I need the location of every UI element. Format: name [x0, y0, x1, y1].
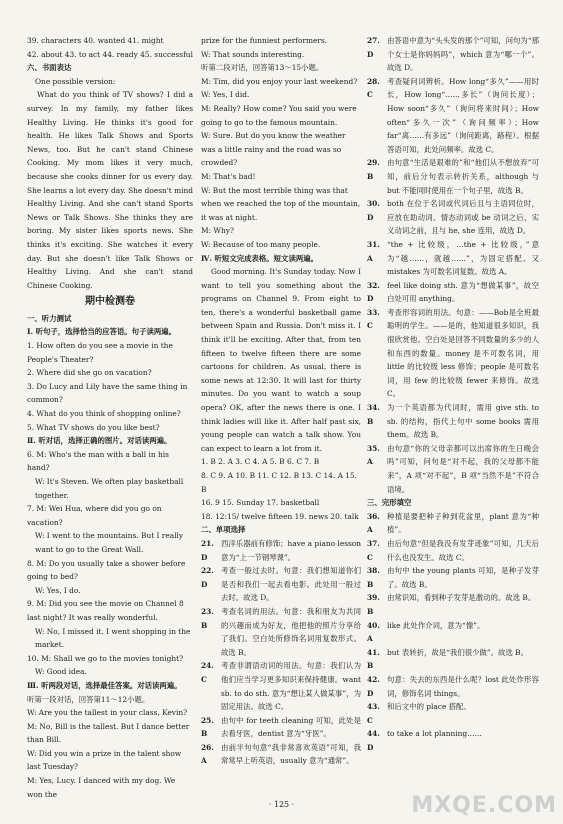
- answer-number: 30. D: [367, 199, 380, 222]
- section-heading: 二、单项选择: [201, 525, 246, 535]
- answer-item: [201, 741, 361, 768]
- answer-item: [201, 537, 361, 564]
- text-line: 2. Where did she go on vacation?: [27, 368, 152, 378]
- answer-item: [201, 564, 361, 605]
- text-line: 1. B 2. A 3. C 4. A 5. B 6. C 7. B: [201, 457, 320, 467]
- answer-explanation: 由常识知，看到种子发芽是激动的。故选 B。: [387, 593, 536, 603]
- answer-number: 42. D: [367, 674, 380, 698]
- answer-item: [367, 591, 539, 618]
- text-line: W: Because of too many people.: [201, 239, 321, 249]
- answer-explanation: but 表转折，故是“我们很少做”。故选 B。: [387, 647, 529, 657]
- answer-item: [367, 75, 539, 157]
- text-line: 42. about 43. to act 44. ready 45. successful: [27, 49, 193, 59]
- answer-number: 26. A: [201, 742, 214, 766]
- section-heading: 六、书面表达: [27, 63, 72, 73]
- answer-explanation: 考查一般过去时。句意：我们想知道你们是否和我们一起去看电影。此处用一般过去时。故选 D。: [221, 566, 361, 603]
- section-heading: Ⅰ. 听句子，选择恰当的应答语。句子读两遍。: [27, 327, 177, 337]
- text-line: W: Yes, I do.: [35, 585, 81, 595]
- answer-item: [367, 34, 539, 75]
- answer-explanation: 种植是要把种子种到花盆里，plant 意为“种植”。: [387, 511, 539, 535]
- answer-item: [367, 646, 539, 673]
- answer-number: 41. B: [367, 647, 380, 671]
- answer-item: [367, 279, 539, 306]
- answer-number: 43. C: [367, 702, 380, 725]
- text-line: 16. 9 15. Sunday 17. basketball: [201, 498, 320, 508]
- answer-explanation: 为一个英语都为代词时，需用 give sth. to sb. 的结构，指代上句中 some books 需用 them。故选 B。: [387, 403, 539, 440]
- text-line: M: Why?: [201, 226, 234, 236]
- section-title: 期中检测卷: [85, 296, 135, 308]
- text-line: 听第一段对话，回答第11～12小题。: [27, 694, 150, 704]
- text-line: W: Good idea.: [35, 667, 87, 677]
- answer-number: 23. B: [201, 606, 214, 630]
- text-line: 8. M: Do you usually take a shower before going to bed?: [27, 558, 186, 582]
- text-line: prize for the funniest performers.: [201, 36, 328, 45]
- answer-explanation: 由答语中意为“头头发的那个”可知，问句为“那个女士是你妈妈吗”，which 意为“哪一个”。故选 D。: [387, 36, 539, 73]
- text-line: One possible version:: [35, 76, 116, 86]
- text-line: W: That sounds interesting.: [201, 49, 305, 59]
- answer-explanation: to take a lot planning……: [387, 729, 482, 739]
- text-line: W: Did you win a prize in the talent show last Tuesday?: [27, 748, 182, 772]
- answer-number: 37. C: [367, 538, 380, 562]
- answer-item: [367, 306, 539, 401]
- answer-item: [367, 442, 539, 496]
- text-line: 39. characters 40. wanted 41. might: [27, 36, 164, 45]
- answer-item: [367, 510, 539, 537]
- answer-number: 24. C: [201, 661, 214, 684]
- answer-item: [201, 714, 361, 741]
- text-line: 6. M: Who's the man with a ball in his hand?: [27, 449, 169, 473]
- answer-item: [367, 673, 539, 700]
- answer-explanation: feel like doing sth. 意为“想做某事”，故空白处可用 anything。: [387, 280, 539, 304]
- answer-number: 29. B: [367, 158, 380, 181]
- answer-explanation: 由后句意“但是我没有发芽迹象”可知，几天后什么也没发生。故选 C。: [387, 538, 539, 562]
- answer-item: [201, 659, 361, 713]
- column-right: [367, 34, 539, 754]
- text-line: 5. What TV shows do you like best?: [27, 422, 160, 432]
- section-heading: Ⅲ. 听两段对话，选择最佳答案。对话读两遍。: [27, 680, 182, 690]
- text-line: 1. How often do you see a movie in the People's Theater?: [27, 341, 173, 364]
- answer-number: 32. D: [367, 280, 380, 304]
- answer-number: 35. A: [367, 443, 380, 467]
- text-line: W: Yes, I did.: [201, 90, 250, 100]
- answer-explanation: 由句意“你的父母亲都可以出席你的生日晚会吗”可知，问句是“对不起，我的父母都不能来”，A 项“对不起”，B 项“当然不是”不符合语境。: [387, 443, 539, 494]
- answer-number: 44. D: [367, 729, 380, 752]
- answer-number: 36. A: [367, 511, 380, 535]
- answer-explanation: 由句中 the young plants 可知，是种子发芽了。故选 B。: [387, 566, 539, 589]
- answer-explanation: 考查形容词的用法。句意：——Bob是全班最聪明的学生。——是的，他知道很多知识，我很欣赏他。空白处是回答不同数量的多少的人和东西的数量。money 是不可数名词，用 little 的比较级 less 修饰；people 是可数名词，用 few 的比较级 fewer 来修饰。故选 C。: [387, 307, 539, 399]
- answer-number: 38. B: [367, 566, 380, 589]
- text-line: W: No, I missed it. I went shopping in the market.: [35, 626, 191, 650]
- text-line: 听第二段对话，回答第13～15小题。: [201, 63, 324, 73]
- answer-explanation: like 此处作介词，意为“像”。: [387, 620, 485, 630]
- answer-number: 21. D: [201, 538, 214, 562]
- answer-number: 34. B: [367, 403, 380, 426]
- text-line: W: It's Steven. We often play basketball together.: [35, 477, 184, 500]
- answer-number: 33. C: [367, 307, 380, 331]
- watermark-logo: MXQE.COM: [411, 793, 557, 818]
- text-line: W: I went to the mountains. But I really want to go to the Great Wall.: [35, 531, 184, 554]
- answer-explanation: “the + 比较级，…the + 比较级，”意为“越……，就越……”，为固定搭配。又 mistakes 为可数名词复数。故选 A。: [387, 239, 539, 277]
- answer-item: [367, 238, 539, 279]
- answer-explanation: both 在位于名词或代词后且与主语同位时，应放在助动词、情态动词或 be 动词之后、实义动词之前，且与 he, she 连用，故选 D。: [387, 199, 539, 236]
- text-line: 9. M: Did you see the movie on Channel 8 last night? It was really wonderful.: [27, 599, 184, 622]
- answer-explanation: 考查疑问词辨析。How long“多久”——用时长，How long“……多长”（询问长度）；How soon“多久”（询问将来时间）；How often“多久一次”（询问频率）；How far“离……有多远”（询问距离，路程）。根据答语可知，此处问频率。故选 C。: [387, 76, 539, 154]
- answer-number: 27. D: [367, 36, 380, 59]
- answer-number: 39. B: [367, 593, 380, 616]
- text-line: M: That's bad!: [201, 171, 256, 181]
- answer-number: 28. C: [367, 76, 380, 100]
- text-line: W: Sure. But do you know the weather was a little rainy and the road was so crowded?: [201, 131, 346, 168]
- answer-item: [367, 564, 539, 591]
- column-middle: [201, 34, 361, 768]
- page-number: · 125 ·: [268, 800, 295, 809]
- answer-explanation: 句意：失去的东西是什么呢？lost 此处作形容词，修饰名词 things。: [387, 674, 539, 698]
- text-line: 10. M: Shall we go to the movies tonight?: [27, 653, 184, 663]
- text-line: W: But the most terrible thing was that when we reached the top of the mountain, it was at night.: [201, 185, 361, 222]
- answer-item: [367, 156, 539, 197]
- answer-explanation: 考查名词的用法。句意：我和朋友为共同的兴趣而成为好友，他把他的照片分享给了我们。空白处所修饰名词用复数形式。故选 B。: [221, 606, 361, 657]
- text-line: 18. 12:15/ twelve fifteen 19. news 20. talk: [201, 511, 359, 521]
- section-heading: 三、完形填空: [367, 498, 412, 508]
- answer-number: 40. A: [367, 620, 380, 644]
- answer-number: 22. D: [201, 566, 214, 589]
- answer-explanation: 由句中 for teeth cleaning 可知，此处是去看牙医，dentist 意为“牙医”。: [221, 715, 361, 739]
- answer-explanation: 和后文中的 place 搭配。: [387, 702, 471, 712]
- section-heading: Ⅳ. 听短文完成表格。短文读两遍。: [201, 253, 319, 263]
- text-paragraph: Good morning. It's Sunday today. Now I want to tell you something about the programs on Channel 9. From eight to ten, there's a wonderful basketball game between Spain and Russia. Don't miss it. I think it'll be exciting. After that, from ten fifteen to twelve fifteen there are some cartoons for children. As usual, there is some news at 12:30. It will last for thirty minutes. Do you want to watch a soup opera? OK, after the news there is one. I think ladies will like it. After half past six, young people can watch a talk show. You can expect to learn a lot from it.: [201, 267, 361, 453]
- answer-explanation: 考查非谓语动词的用法。句意：我们认为他们应当学习更多知识来保持健康。want sb. to do sth. 意为“想让某人做某事”，为固定用法。故选 C。: [221, 661, 361, 712]
- answer-number: 31. A: [367, 239, 380, 263]
- text-line: 8. C 9. A 10. B 11. C 12. B 13. C 14. A 15. B: [201, 471, 358, 494]
- text-line: W: Are you the tallest in your class, Kevin?: [27, 708, 188, 718]
- answer-explanation: 由前半句句意“我非常喜欢英语”可知，我常常早上听英语，usually 意为“通常”。: [221, 742, 361, 766]
- answer-number: 25. B: [201, 715, 214, 739]
- text-line: M: No, Bill is the tallest. But I dance better than Bill.: [27, 721, 190, 745]
- answer-item: [367, 619, 539, 646]
- section-heading: Ⅱ. 听对话，选择正确的图片。对话读两遍。: [27, 436, 172, 446]
- answer-item: [367, 401, 539, 442]
- answer-item: [201, 605, 361, 659]
- text-line: M: Yes, Lucy. I danced with my dog. We won the: [27, 776, 176, 799]
- answer-item: [367, 700, 539, 727]
- text-line: 3. Do Lucy and Lily have the same thing in common?: [27, 381, 188, 405]
- answer-item: [367, 197, 539, 238]
- text-paragraph: What do you think of TV shows? I did a survey. In my family, my father likes Healthy Living. He thinks it's good for health. He likes Talk Shows and Sports News, too. But he can't stand Chinese Cooking. My mom likes it very much, because she cooks dinner for us every day. She learns a lot every day. She doesn't mind Healthy Living. And she can't stand Sports News or Talk Shows. She thinks they are boring. My sister likes sports news. She thinks it's exciting. She watches it every day. But she doesn't like Talk Shows or Healthy Living. And she can't stand Chinese Cooking.: [27, 90, 193, 290]
- section-heading: 一、听力测试: [27, 313, 72, 323]
- text-line: 4. What do you think of shopping online?: [27, 409, 181, 419]
- text-line: M: Tim, did you enjoy your last weekend?: [201, 76, 358, 86]
- text-line: M: Really? How come? You said you were going to go to the famous mountain.: [201, 103, 357, 127]
- answer-item: [367, 727, 539, 754]
- answer-item: [367, 537, 539, 564]
- text-line: 7. M: Wei Hua, where did you go on vacation?: [27, 504, 162, 527]
- answer-explanation: 西洋乐器前有修饰；have a piano lesson 意为“上一节钢琴课”。: [221, 538, 361, 562]
- column-left: [27, 34, 193, 801]
- answer-explanation: 由句意“生活是艰难的”和“他们从不想放弃”可知，前后分句表示转折关系，although 与 but 不能同时使用在一个句子里，故选 B。: [387, 158, 539, 195]
